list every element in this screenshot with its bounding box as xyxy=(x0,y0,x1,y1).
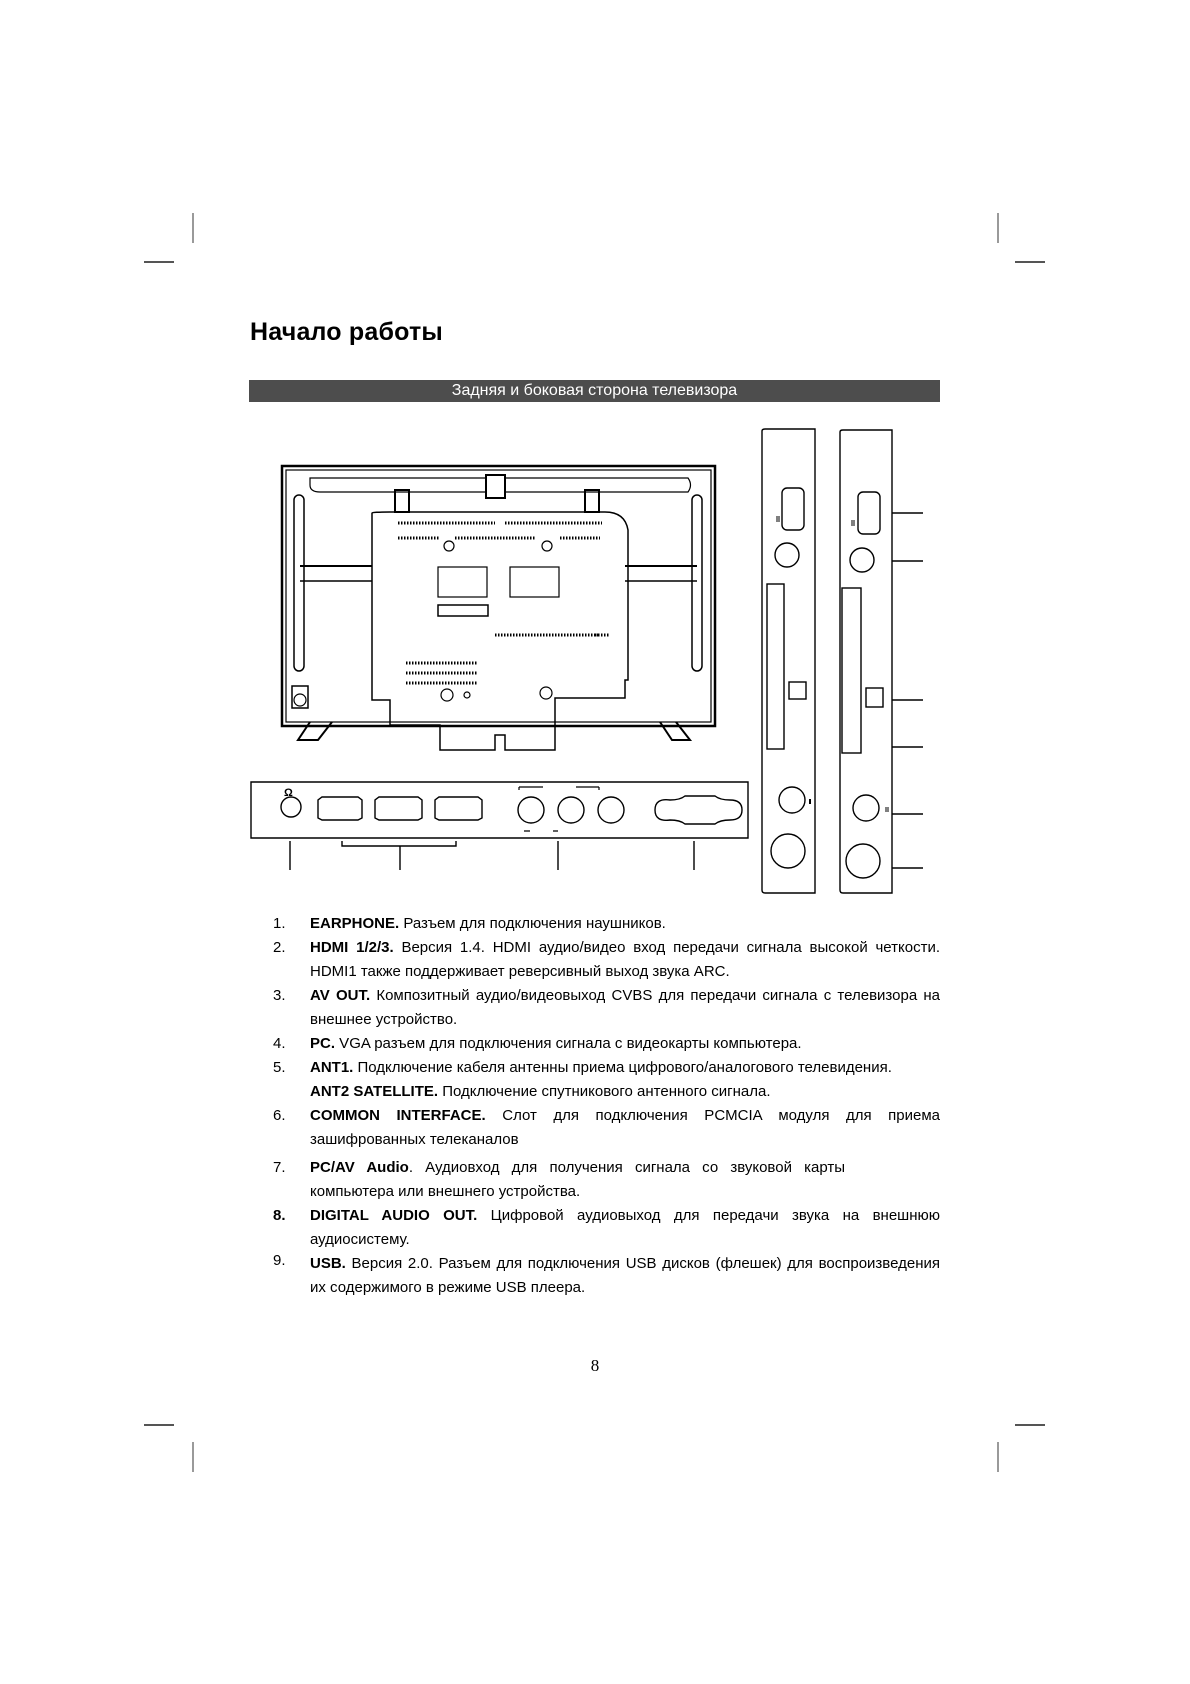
item-number: 2. xyxy=(273,939,286,956)
connector-strip xyxy=(251,782,748,870)
item-label: PC. xyxy=(310,1035,336,1052)
page-number: 8 xyxy=(590,1356,600,1375)
item-label: USB. xyxy=(310,1255,346,1272)
connector-description-list xyxy=(270,912,940,1300)
item-text: Цифровой аудиовыход для передачи звука на внешнюю аудиосистему. xyxy=(310,1207,941,1248)
item-text: Версия 2.0. Разъем для подключения USB дисков (флешек) для воспроизведения их содержимого в режиме USB плеера. xyxy=(310,1255,940,1296)
list-item-hdmi xyxy=(270,936,940,984)
item-label: PC/AV Audio xyxy=(310,1159,409,1176)
side-panels xyxy=(762,429,923,893)
item-number: 3. xyxy=(273,987,286,1004)
item-number: 7. xyxy=(273,1159,286,1176)
tv-rear-panel xyxy=(282,466,715,750)
list-item-earphone xyxy=(270,912,940,936)
item-number: 8. xyxy=(273,1207,286,1224)
item-number: 5. xyxy=(273,1059,286,1076)
item-text: Слот для подключения PCMCIA модуля для приема зашифрованных телеканалов xyxy=(310,1107,940,1148)
crop-mark-bottom-left-horizontal xyxy=(144,1424,174,1426)
item-label-secondary: ANT2 SATELLITE. xyxy=(310,1083,439,1100)
list-item-digital-audio-out xyxy=(270,1204,940,1252)
list-item-usb xyxy=(270,1252,940,1300)
item-number: 6. xyxy=(273,1107,286,1124)
list-item-common-interface xyxy=(270,1104,940,1152)
item-label: EARPHONE. xyxy=(310,915,400,932)
crop-mark-bottom-left-vertical xyxy=(192,1442,194,1472)
crop-mark-bottom-right-horizontal xyxy=(1015,1424,1045,1426)
item-label: ANT1. xyxy=(310,1059,354,1076)
item-text: Композитный аудио/видеовыход CVBS для передачи сигнала с телевизора на внешнее устройство. xyxy=(310,987,941,1028)
item-text: . Аудиовход для получения сигнала со звуковой карты компьютера или внешнего устройства. xyxy=(310,1159,845,1200)
item-number: 4. xyxy=(273,1035,286,1052)
item-label: HDMI 1/2/3. xyxy=(310,939,394,956)
item-label: COMMON INTERFACE. xyxy=(310,1107,486,1124)
list-item-pc-av-audio xyxy=(270,1156,940,1204)
list-item-pc xyxy=(270,1032,940,1056)
item-text: Версия 1.4. HDMI аудио/видео вход передачи сигнала высокой четкости. HDMI1 также поддерживает реверсивный выход звука ARC. xyxy=(310,939,941,980)
item-label: AV OUT. xyxy=(310,987,371,1004)
item-number: 1. xyxy=(273,915,286,932)
item-text: Разъем для подключения наушников. xyxy=(399,915,666,932)
section-heading: Задняя и боковая сторона телевизора xyxy=(249,380,940,402)
item-label: DIGITAL AUDIO OUT. xyxy=(310,1207,478,1224)
item-text-secondary: Подключение спутникового антенного сигнала. xyxy=(438,1083,771,1100)
list-item-antenna xyxy=(270,1056,940,1104)
item-text: VGA разъем для подключения сигнала с видеокарты компьютера. xyxy=(335,1035,802,1052)
list-item-av-out xyxy=(270,984,940,1032)
svg-text:Ω: Ω xyxy=(284,787,293,799)
item-text: Подключение кабеля антенны приема цифрового/аналогового телевидения. xyxy=(353,1059,892,1076)
crop-mark-bottom-right-vertical xyxy=(997,1442,999,1472)
item-number: 9. xyxy=(273,1252,286,1269)
page-title: Начало работы xyxy=(250,318,443,346)
